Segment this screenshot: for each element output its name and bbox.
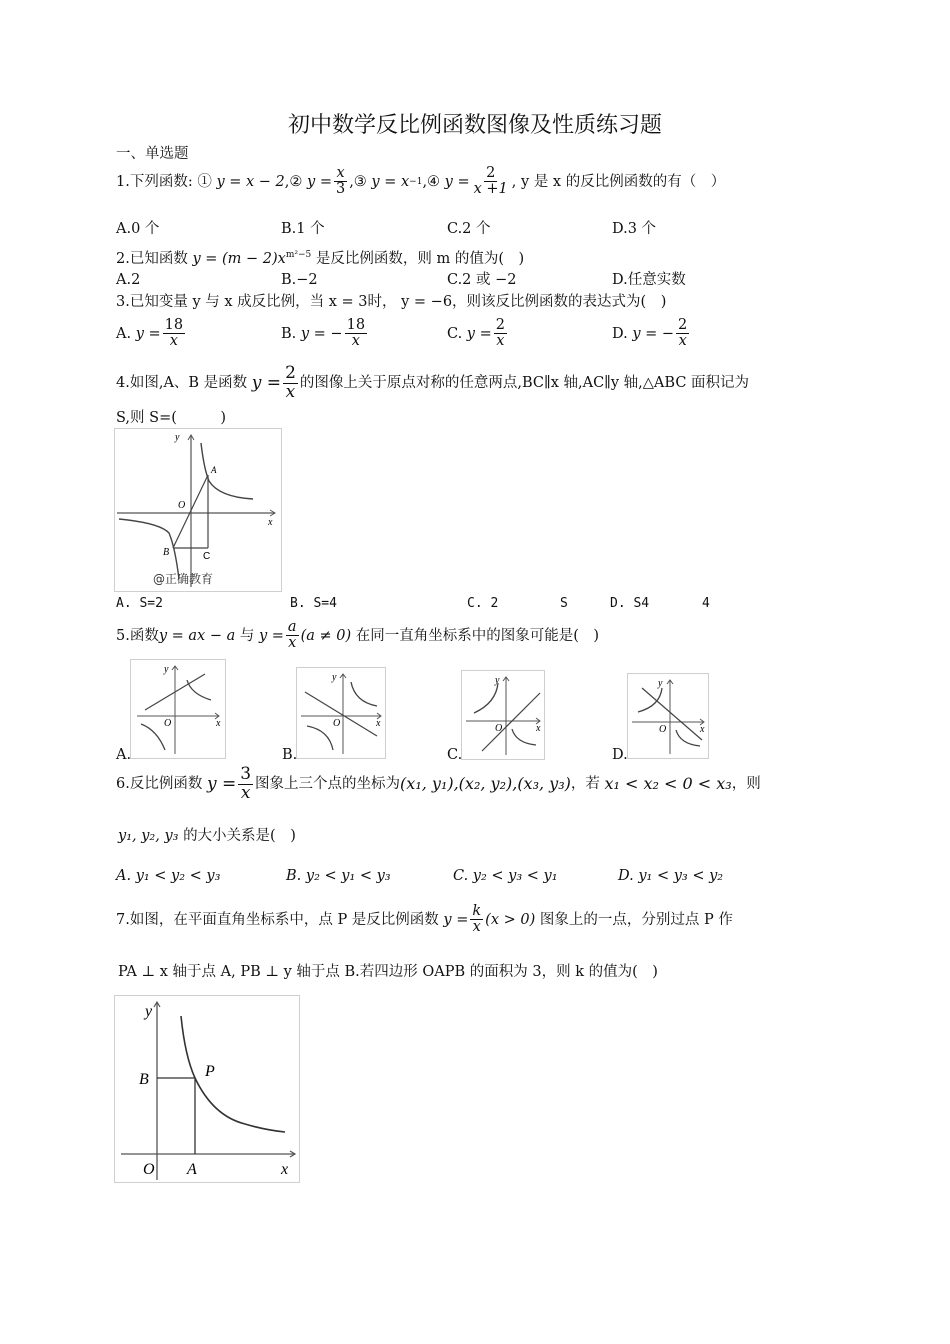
q3-option-d[interactable] (612, 318, 691, 349)
q7-lhs: y = (443, 911, 469, 928)
q7-num: k (472, 903, 482, 919)
q1-formula-3-exponent: −1 (409, 176, 423, 187)
q7-label-x: x (281, 1161, 289, 1178)
q4-watermark: @正确教育 (153, 572, 214, 586)
q1-f4-numerator: 2 (486, 165, 496, 181)
q3-d-num: 2 (678, 317, 688, 333)
section-heading: 一、单选题 (116, 146, 189, 162)
q5-num: a (287, 619, 297, 635)
q4-label-c: C (203, 551, 211, 562)
q1-formula-3: y = x (371, 173, 410, 190)
q1-option-d[interactable]: D.3 个 (612, 221, 657, 237)
q1-f2-denominator: 3 (335, 181, 346, 198)
q7-figure (114, 995, 300, 1183)
q7-label-y: y (145, 1003, 153, 1020)
q6-option-b[interactable]: B. y₂ < y₁ < y₃ (286, 868, 391, 884)
q3-a-num: 18 (164, 317, 184, 333)
q6-option-d[interactable]: D. y₁ < y₃ < y₂ (618, 868, 724, 884)
q1-option-c[interactable]: C.2 个 (447, 221, 491, 237)
q1-tail: , y 是 x 的反比例函数的有（ ） (511, 173, 726, 190)
q4-lhs: y = (251, 373, 282, 394)
q2-option-b[interactable]: B.−2 (281, 272, 318, 288)
q5d-label-o: O (659, 724, 667, 735)
q5a-label-o: O (164, 718, 172, 729)
q6-mid: 图象上三个点的坐标为 (255, 776, 401, 793)
q5-tail: 在同一直角坐标系中的图象可能是( ) (355, 627, 600, 644)
q2-exponent: m²−5 (285, 250, 312, 260)
q5-den: x (288, 635, 297, 652)
q3-c-fraction (494, 318, 507, 349)
q5-option-b[interactable]: B. (282, 747, 298, 763)
question-5-stem (116, 620, 599, 651)
question-4-stem (116, 365, 749, 402)
q7-graph (115, 996, 299, 1182)
q5b-label-o: O (333, 718, 341, 729)
q4-fraction (283, 365, 298, 402)
q5-graph-c (462, 671, 544, 759)
q3-d-den: x (678, 333, 687, 350)
q1-f4-denominator: x +1 (473, 181, 508, 198)
q5-figure-d[interactable] (627, 673, 709, 759)
q7-label-a: A (187, 1161, 197, 1178)
question-7-stem (116, 904, 733, 935)
q1-circle-4: ,④ (422, 173, 441, 190)
q3-a-den: x (169, 333, 178, 350)
q2-formula: y = (m − 2)x (192, 250, 286, 267)
q4-label-x: x (268, 517, 273, 528)
q3-c-label: C. (447, 325, 463, 342)
q6-condition: x₁ < x₂ < 0 < x₃ (604, 774, 732, 794)
q5c-label-y: y (495, 675, 500, 686)
q4-label-b: B (163, 547, 170, 558)
q5-option-a[interactable]: A. (116, 747, 132, 763)
q7-label-p: P (205, 1063, 215, 1080)
q4-label-y: y (175, 432, 180, 443)
q2-option-c[interactable]: C.2 或 −2 (447, 272, 517, 288)
q1-prefix: 1.下列函数: ① (116, 173, 212, 190)
q7-condition: (x > 0) (485, 911, 536, 928)
q5-option-d[interactable]: D. (612, 747, 628, 763)
q4-label-a: A (211, 465, 217, 475)
q3-d-fraction (676, 318, 689, 349)
q3-a-fraction (163, 318, 185, 349)
q7-curve (181, 1016, 285, 1132)
q4-curve-lower (119, 519, 179, 579)
q3-b-lhs: y = − (300, 325, 343, 342)
q6-points: (x₁, y₁),(x₂, y₂),(x₃, y₃) (400, 774, 571, 794)
page-title: 初中数学反比例函数图像及性质练习题 (287, 113, 662, 138)
q3-c-lhs: y = (466, 325, 492, 342)
q4-option-b[interactable]: B. S=4 (290, 596, 337, 611)
q6-cond-tail: ，则 (731, 776, 761, 793)
q7-den: x (472, 919, 481, 936)
q3-option-c[interactable] (447, 318, 509, 349)
q4-prefix: 4.如图,A、B 是函数 (116, 375, 248, 392)
q4-curve-upper (201, 443, 253, 499)
q3-b-fraction (345, 318, 367, 349)
q6-option-a[interactable]: A. y₁ < y₂ < y₃ (116, 868, 221, 884)
q3-b-label: B. (281, 325, 297, 342)
q6-num: 3 (240, 764, 252, 784)
q6-prefix: 6.反比例函数 (116, 776, 203, 793)
q6-vars: y₁, y₂, y₃ (118, 828, 179, 844)
q3-b-den: x (351, 333, 360, 350)
q5c-label-x: x (536, 723, 541, 734)
q1-f2-numerator: x (336, 165, 345, 181)
q7-fraction (470, 904, 483, 935)
q4-option-c-extra: S (560, 596, 568, 611)
q4-tail: 的图像上关于原点对称的任意两点,BC∥x 轴,AC∥y 轴,△ABC 面积记为 (299, 375, 750, 392)
q3-b-num: 18 (346, 317, 366, 333)
q6-fraction (238, 766, 253, 803)
q5-figure-c[interactable] (461, 670, 545, 760)
q1-option-b[interactable]: B.1 个 (281, 221, 325, 237)
q6-stem-line-2 (118, 826, 296, 846)
q2-prefix: 2.已知函数 (116, 250, 188, 267)
q7-stem-line-2: PA ⊥ x 轴于点 A, PB ⊥ y 轴于点 B.若四边形 OAPB 的面积为 3，则 k 的值为( ) (118, 964, 658, 980)
q3-d-lhs: y = − (632, 325, 675, 342)
question-6-stem (116, 766, 761, 803)
q2-option-a[interactable]: A.2 (116, 272, 141, 288)
q5-lhs: y = (258, 627, 284, 644)
q4-option-a[interactable]: A. S=2 (116, 596, 163, 611)
q5-graph-d (628, 674, 708, 758)
q5d-label-x: x (700, 724, 705, 735)
q5-condition: (a ≠ 0) (300, 627, 352, 644)
q6-option-c[interactable]: C. y₂ < y₃ < y₁ (453, 868, 558, 884)
q4-label-o: O (178, 500, 186, 511)
q3-option-b[interactable] (281, 318, 369, 349)
q7-label-b: B (139, 1071, 149, 1088)
q7-tail: 图象上的一点，分别过点 P 作 (539, 911, 733, 928)
q5-graph-a (131, 660, 225, 758)
q5-option-c[interactable]: C. (447, 747, 463, 763)
q5-formula-1: y = ax − a (158, 627, 236, 644)
q5-fraction (286, 620, 299, 651)
question-2-stem (116, 245, 524, 269)
q4-option-d[interactable]: D. S4 (610, 596, 650, 611)
q4-num: 2 (285, 363, 296, 383)
q5d-label-y: y (658, 678, 663, 689)
q5b-label-y: y (332, 672, 337, 683)
question-1-stem (116, 166, 725, 197)
q1-formula-1: y = x − 2 (216, 173, 285, 190)
question-3-stem: 3.已知变量 y 与 x 成反比例，当 x = 3时， y = −6，则该反比例函数的表达式为( ) (116, 294, 667, 310)
q1-option-a[interactable]: A.0 个 (116, 221, 160, 237)
q5a-label-y: y (164, 664, 169, 675)
q4-figure (114, 428, 282, 592)
q1-circle-3: ,③ (349, 173, 367, 190)
q1-circle-2: ,② (284, 173, 303, 190)
q5-graph-b (297, 668, 385, 758)
q6-line2-tail: 的大小关系是( ) (183, 828, 296, 844)
q7-label-o: O (143, 1161, 155, 1178)
q4-den: x (285, 381, 296, 402)
q3-a-lhs: y = (135, 325, 161, 342)
q1-formula-2-lhs: y = (307, 173, 332, 190)
q5c-label-o: O (495, 723, 503, 734)
q4-graph (115, 429, 281, 591)
q4-option-d-extra: 4 (702, 596, 710, 611)
q6-cond-prefix: ，若 (570, 776, 600, 793)
q6-lhs: y = (206, 774, 237, 795)
q5a-label-x: x (216, 718, 221, 729)
q1-formula-2-fraction (334, 166, 347, 197)
q3-a-label: A. (116, 325, 132, 342)
q2-tail: 是反比例函数，则 m 的值为( ) (315, 250, 525, 267)
q4-option-c[interactable]: C. 2 (467, 596, 499, 611)
q4-stem-line-2: S,则 S=( ) (116, 410, 227, 426)
q3-c-den: x (496, 333, 505, 350)
q5-mid: 与 (239, 627, 255, 644)
q2-option-d[interactable]: D.任意实数 (612, 272, 686, 288)
q3-option-a[interactable] (116, 318, 187, 349)
q3-d-label: D. (612, 325, 628, 342)
q6-den: x (240, 782, 251, 803)
q5-prefix: 5.函数 (116, 627, 159, 644)
q5-figure-b[interactable] (296, 667, 386, 759)
q1-formula-4-fraction (472, 166, 510, 197)
q3-c-num: 2 (495, 317, 505, 333)
q7-prefix: 7.如图，在平面直角坐标系中，点 P 是反比例函数 (116, 911, 439, 928)
q1-formula-4-lhs: y = (444, 173, 470, 190)
q5-figure-a[interactable] (130, 659, 226, 759)
q5b-label-x: x (376, 718, 381, 729)
